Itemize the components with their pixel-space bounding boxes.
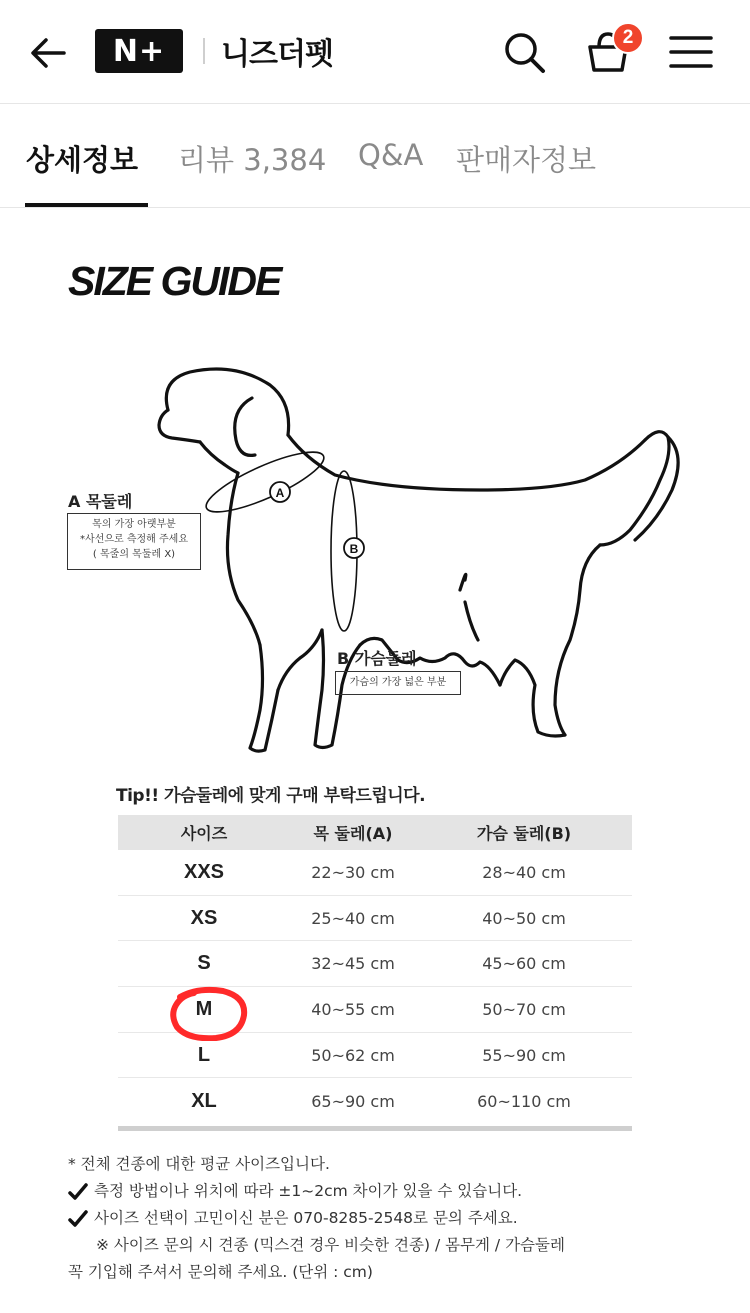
table-row	[118, 941, 632, 987]
neck-cell: 25~40 cm	[311, 908, 395, 928]
highlight-circle-mark	[168, 985, 250, 1041]
chest-cell: 40~50 cm	[482, 908, 566, 928]
checkmark-icon	[68, 1182, 88, 1202]
tab-details[interactable]: 상세정보	[26, 143, 139, 177]
label-chest-girth: B 가슴둘레	[337, 649, 417, 668]
neck-cell: 65~90 cm	[311, 1091, 395, 1111]
column-header-neck: 목 둘레(A)	[313, 824, 393, 843]
logo-mark: N+	[95, 29, 183, 73]
neck-desc-line: 목의 가장 아랫부분	[92, 519, 176, 530]
marker-b: B	[349, 542, 359, 556]
search-icon	[500, 28, 548, 76]
size-guide-title: SIZE GUIDE	[68, 258, 281, 304]
note-inquiry-cont: 꼭 기입해 주셔서 문의해 주세요. (단위 : cm)	[68, 1263, 373, 1281]
chest-cell: 55~90 cm	[482, 1045, 566, 1065]
top-app-bar	[0, 0, 750, 104]
size-cell: S	[197, 952, 211, 975]
neck-cell: 32~45 cm	[311, 954, 395, 974]
hamburger-menu-icon	[667, 28, 715, 76]
neck-cell: 22~30 cm	[311, 862, 395, 882]
tip-text: Tip!! 가슴둘레에 맞게 구매 부탁드립니다.	[116, 786, 426, 806]
product-tabs	[0, 104, 750, 208]
note-contact-text: 사이즈 선택이 고민이신 분은 070-8285-2548로 문의 주세요.	[94, 1209, 518, 1227]
note-average: * 전체 견종에 대한 평균 사이즈입니다.	[68, 1155, 330, 1173]
neck-cell: 50~62 cm	[311, 1045, 395, 1065]
size-cell: XXS	[183, 860, 225, 883]
table-row	[118, 1078, 632, 1124]
tab-reviews[interactable]: 리뷰 3,384	[178, 143, 327, 177]
table-row	[118, 850, 632, 896]
active-tab-indicator	[25, 203, 148, 207]
column-header-size: 사이즈	[180, 824, 228, 843]
label-neck-girth: A 목둘레	[68, 492, 133, 511]
note-measurement-text: 측정 방법이나 위치에 따라 ±1~2cm 차이가 있을 수 있습니다.	[94, 1182, 523, 1200]
store-logo[interactable]	[95, 29, 333, 73]
table-header-row	[118, 815, 632, 850]
size-cell: XS	[190, 906, 218, 929]
tab-qna[interactable]: Q&A	[358, 138, 424, 172]
table-bottom-rule	[118, 1126, 632, 1131]
chest-cell: 60~110 cm	[477, 1091, 571, 1111]
marker-a: A	[275, 486, 285, 500]
checkmark-icon	[68, 1209, 88, 1229]
search-button[interactable]	[500, 28, 548, 76]
size-table	[118, 815, 632, 1124]
note-inquiry: ※ 사이즈 문의 시 견종 (믹스견 경우 비슷한 견종) / 몸무게 / 가슴둘레	[96, 1236, 565, 1254]
note-measurement	[68, 1178, 688, 1205]
column-header-chest: 가슴 둘레(B)	[476, 824, 572, 843]
menu-button[interactable]	[667, 28, 715, 76]
cart-count-badge: 2	[612, 22, 644, 54]
chest-girth-description: 가슴의 가장 넓은 부분	[335, 671, 461, 695]
back-arrow-icon	[26, 30, 72, 76]
chest-cell: 28~40 cm	[482, 862, 566, 882]
neck-girth-description	[67, 513, 201, 570]
brand-name: 니즈더펫	[221, 37, 333, 72]
size-notes	[68, 1151, 688, 1286]
neck-desc-line: ( 목줄의 목둘레 X)	[92, 549, 176, 560]
size-cell: XL	[191, 1089, 217, 1112]
tab-seller-info[interactable]: 판매자정보	[456, 143, 597, 177]
chest-cell: 45~60 cm	[482, 954, 566, 974]
size-cell: M	[195, 997, 213, 1020]
logo-divider	[203, 38, 205, 64]
chest-cell: 50~70 cm	[482, 999, 566, 1019]
neck-cell: 40~55 cm	[311, 999, 395, 1019]
note-contact	[68, 1205, 688, 1232]
size-cell: L	[197, 1043, 211, 1066]
neck-desc-line: *사선으로 측정해 주세요	[80, 534, 188, 545]
back-button[interactable]	[26, 30, 72, 76]
table-row	[118, 896, 632, 942]
